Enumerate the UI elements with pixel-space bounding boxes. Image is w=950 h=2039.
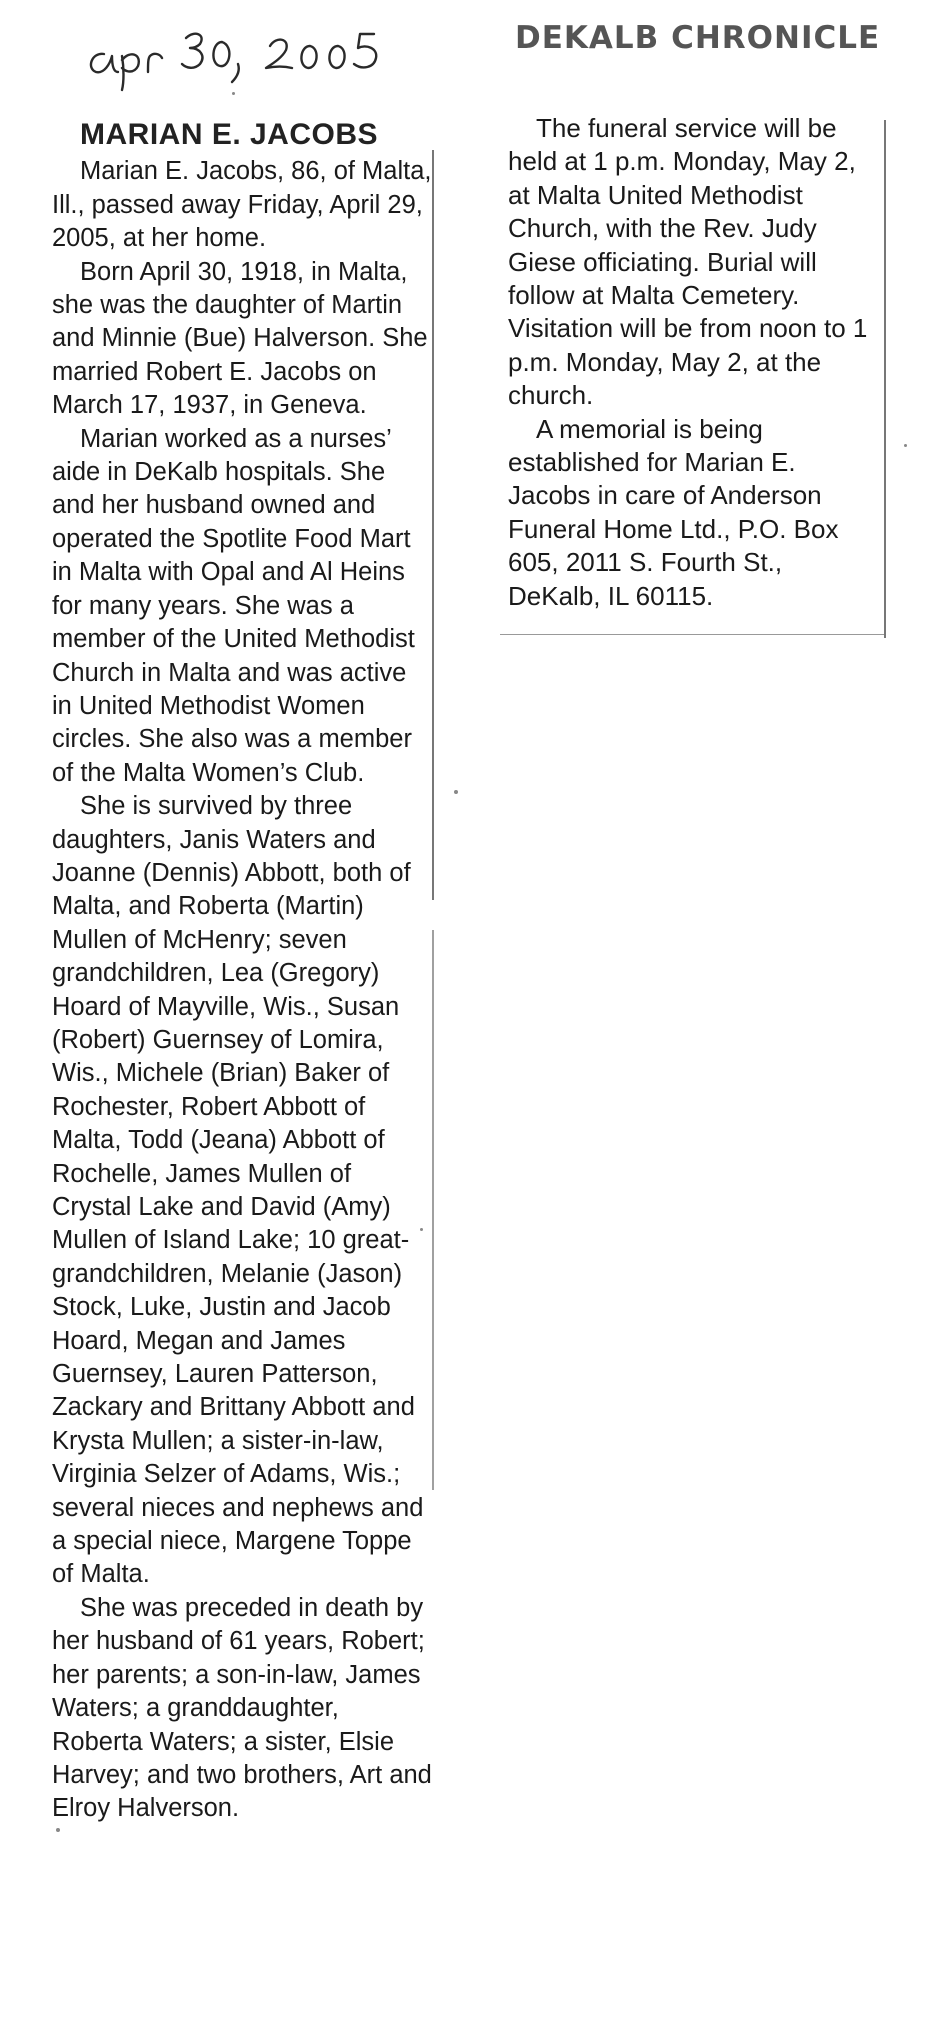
scan-speck: [232, 92, 235, 95]
obituary-paragraph: She is survived by three daughters, Janis Waters and Joanne (Dennis) Abbott, both of Malta, and Roberta (Martin) Mullen of McHenry; seven grandchildren, Lea (Gregory) Hoard of Mayville, Wis., Susan (Robert) Guernsey of Lomira, Wis., Michele (Brian) Baker of Rochester, Robert Abbott of Malta, Todd (Jeana) Abbott of Rochelle, James Mullen of Crystal Lake and David (Amy) Mullen of Island Lake; 10 great-grandchildren, Melanie (Jason) Stock, Luke, Justin and Jacob Hoard, Megan and James Guernsey, Lauren Patterson, Zackary and Brittany Abbott and Krysta Mullen; a sister-in-law, Virginia Selzer of Adams, Wis.; several nieces and nephews and a special niece, Margene Toppe of Malta.: [52, 792, 424, 1589]
scan-speck: [56, 1828, 60, 1832]
obituary-right-column: [508, 112, 876, 613]
obituary-paragraph: She was preceded in death by her husband of 61 years, Robert; her parents; a son-in-law, James Waters; a granddaughter, Roberta Waters; a sister, Elsie Harvey; and two brothers, Art and Elroy Halverson.: [52, 1593, 432, 1823]
scan-speck: [904, 444, 907, 447]
memorial-paragraph: A memorial is being established for Marian E. Jacobs in care of Anderson Funeral Home Ltd., P.O. Box 605, 2011 S. Fourth St., DeKalb, IL 60115.: [508, 413, 839, 611]
obituary-headline: MARIAN E. JACOBS: [80, 118, 379, 151]
obituary-paragraph: Born April 30, 1918, in Malta, she was the daughter of Martin and Minnie (Bue) Halverson. She married Robert E. Jacobs on March 17, 1937, in Geneva.: [52, 257, 428, 420]
left-column-edge-rule: [432, 150, 434, 900]
right-column-bottom-rule: [500, 634, 884, 635]
scan-speck: [420, 1228, 423, 1231]
funeral-service-paragraph: The funeral service will be held at 1 p.m. Monday, May 2, at Malta United Methodist Church, with the Rev. Judy Giese officiating. Burial will follow at Malta Cemetery. Visitation will be from noon to 1 p.m. Monday, May 2, at the church.: [508, 113, 868, 411]
obituary-paragraph: Marian E. Jacobs, 86, of Malta, Ill., passed away Friday, April 29, 2005, at her home.: [52, 157, 432, 253]
publication-name: DEKALB CHRONICLE: [515, 20, 881, 56]
handwritten-date-signature: [82, 12, 482, 92]
obituary-left-column: [52, 118, 432, 1826]
left-column-edge-rule-lower: [432, 930, 434, 1490]
handwritten-date: [82, 12, 482, 92]
right-column-edge-rule: [884, 120, 886, 638]
scan-speck: [454, 790, 458, 794]
obituary-paragraph: Marian worked as a nurses’ aide in DeKalb hospitals. She and her husband owned and operated the Spotlite Food Mart in Malta with Opal and Al Heins for many years. She was a member of the United Methodist Church in Malta and was active in United Methodist Women circles. She also was a member of the Malta Women’s Club.: [52, 424, 415, 787]
